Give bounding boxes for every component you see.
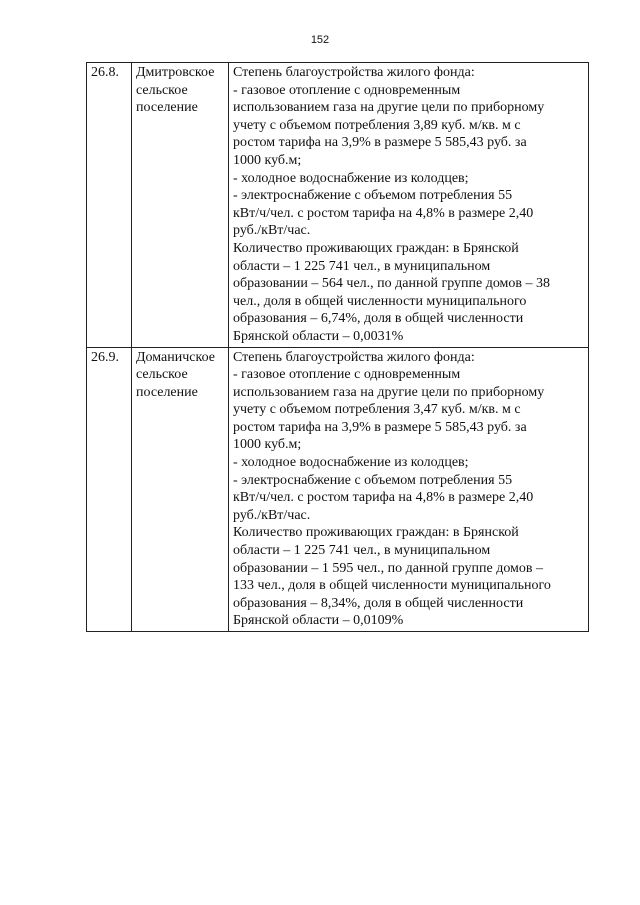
- settlement-name-line: сельское: [136, 82, 188, 98]
- description-line: использованием газа на другие цели по приборному: [233, 384, 545, 400]
- description-line: области – 1 225 741 чел., в муниципальном: [233, 543, 491, 559]
- description-line: образовании – 564 чел., по данной группе домов – 38: [233, 276, 551, 292]
- description-line: руб./кВт/час.: [233, 507, 311, 523]
- description-line: ростом тарифа на 3,9% в размере 5 585,43 руб. за: [233, 419, 527, 435]
- settlement-name-line: поселение: [136, 384, 198, 400]
- settlement-name: [132, 63, 229, 348]
- settlement-description: [229, 347, 589, 632]
- settlement-name-line: Доманичское: [136, 349, 215, 365]
- description-line: Количество проживающих граждан: в Брянской: [233, 240, 519, 256]
- description-line: Степень благоустройства жилого фонда:: [233, 65, 475, 80]
- description-line: учету с объемом потребления 3,47 куб. м/кв. м с: [233, 402, 521, 418]
- description-line: чел., доля в общей численности муниципального: [233, 293, 527, 309]
- description-line: Степень благоустройства жилого фонда:: [233, 349, 475, 365]
- settlement-name-line: Дмитровское: [136, 65, 215, 80]
- settlement-name-line: поселение: [136, 100, 198, 116]
- description-line: ростом тарифа на 3,9% в размере 5 585,43 руб. за: [233, 135, 527, 151]
- description-line: Количество проживающих граждан: в Брянской: [233, 525, 519, 541]
- description-line: - газовое отопление с одновременным: [233, 82, 461, 98]
- settlements-table: [86, 62, 589, 632]
- settlement-description: [229, 63, 589, 348]
- description-line: использованием газа на другие цели по приборному: [233, 100, 545, 116]
- settlement-name-line: сельское: [136, 367, 188, 383]
- description-line: Брянской области – 0,0109%: [233, 613, 404, 629]
- description-line: учету с объемом потребления 3,89 куб. м/кв. м с: [233, 117, 521, 133]
- description-line: образования – 8,34%, доля в общей численности: [233, 595, 524, 611]
- row-number: 26.8.: [87, 63, 132, 348]
- description-line: кВт/ч/чел. с ростом тарифа на 4,8% в размере 2,40: [233, 205, 534, 221]
- description-line: - электроснабжение с объемом потребления 55: [233, 472, 513, 488]
- description-line: кВт/ч/чел. с ростом тарифа на 4,8% в размере 2,40: [233, 490, 534, 506]
- description-line: 1000 куб.м;: [233, 152, 302, 168]
- table-row: [87, 347, 589, 632]
- description-line: образовании – 1 595 чел., по данной группе домов –: [233, 560, 544, 576]
- description-line: образования – 6,74%, доля в общей численности: [233, 311, 524, 327]
- description-line: - газовое отопление с одновременным: [233, 367, 461, 383]
- table-row: [87, 63, 589, 348]
- page-number: 152: [310, 34, 330, 46]
- description-line: области – 1 225 741 чел., в муниципальном: [233, 258, 491, 274]
- description-line: 133 чел., доля в общей численности муниципального: [233, 578, 551, 594]
- description-line: - холодное водоснабжение из колодцев;: [233, 170, 469, 186]
- description-line: руб./кВт/час.: [233, 223, 311, 239]
- settlement-name: [132, 347, 229, 632]
- description-line: - электроснабжение с объемом потребления 55: [233, 188, 513, 204]
- description-line: Брянской области – 0,0031%: [233, 328, 404, 344]
- row-number: 26.9.: [87, 347, 132, 632]
- description-line: 1000 куб.м;: [233, 437, 302, 453]
- description-line: - холодное водоснабжение из колодцев;: [233, 455, 469, 471]
